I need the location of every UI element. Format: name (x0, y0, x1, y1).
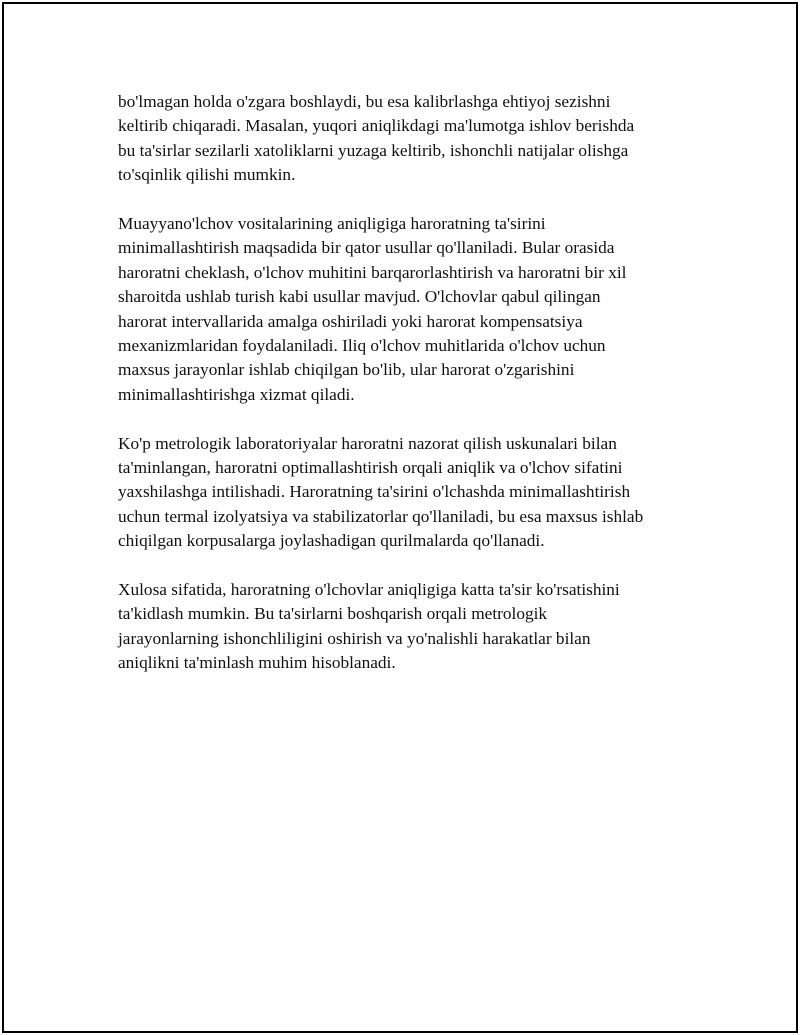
document-body (118, 90, 698, 700)
paragraph-4: Xulosa sifatida, haroratning o'lchovlar aniqligiga katta ta'sir ko'rsatishini ta'kidlash mumkin. Bu ta'sirlarni boshqarish orqali metrologik jarayonlarning ishonchliligini oshirish va yo'nalishli harakatlar bilan aniqlikni ta'minlash muhim hisoblanadi. (118, 580, 620, 673)
paragraph-3: Ko'p metrologik laboratoriyalar haroratni nazorat qilish uskunalari bilan ta'minlangan, haroratni optimallashtirish orqali aniqlik va o'lchov sifatini yaxshilashga intilishadi. Haroratning ta'sirini o'lchashda minimallashtirish uchun termal izolyatsiya va stabilizatorlar qo'llaniladi, bu esa maxsus ishlab chiqilgan korpusalarga joylashadigan qurilmalarda qo'llanadi. (118, 433, 644, 551)
paragraph-2: Muayyano'lchov vositalarining aniqligiga haroratning ta'sirini minimallashtirish maqsadida bir qator usullar qo'llaniladi. Bular orasida haroratni cheklash, o'lchov muhitini barqarorlashtirish va haroratni bir xil sharoitda ushlab turish kabi usullar mavjud. O'lchovlar qabul qilingan harorat intervallarida amalga oshiriladi yoki harorat kompensatsiya mexanizmlaridan foydalaniladi. Iliq o'lchov muhitlarida o'lchov uchun maxsus jarayonlar ishlab chiqilgan bo'lib, ular harorat o'zgarishini minimallashtirishga xizmat qiladi. (118, 214, 627, 404)
paragraph-1: bo'lmagan holda o'zgara boshlaydi, bu esa kalibrlashga ehtiyoj sezishni keltirib chiqaradi. Masalan, yuqori aniqlikdagi ma'lumotga ishlov berishda bu ta'sirlar sezilarli xatoliklarni yuzaga keltirib, ishonchli natijalar olishga to'sqinlik qilishi mumkin. (118, 92, 635, 185)
